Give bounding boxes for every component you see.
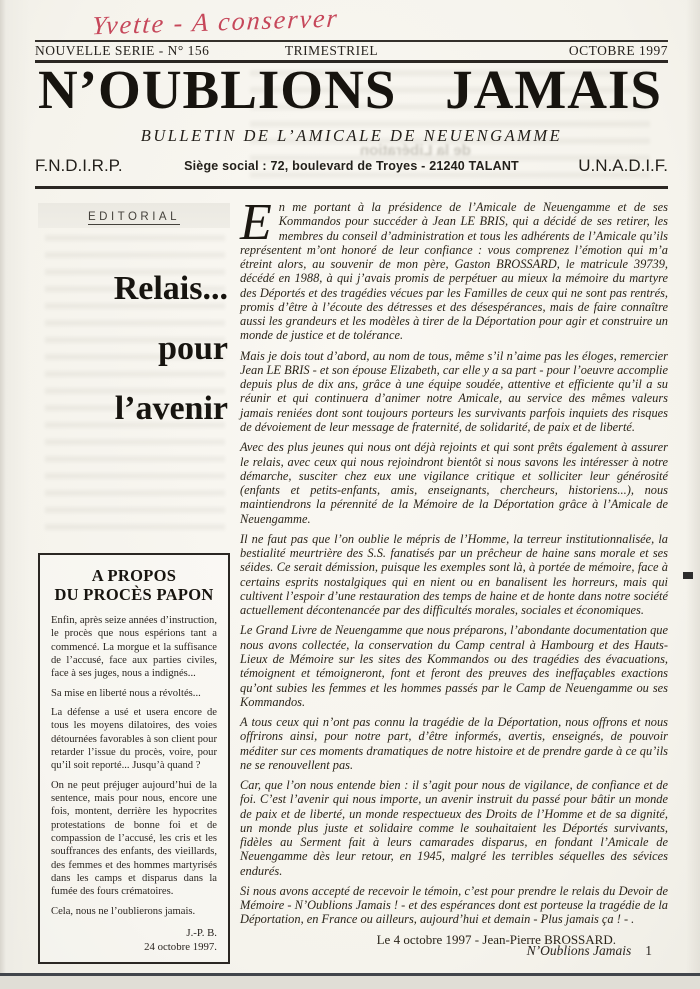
- papon-trial-box: [38, 553, 230, 964]
- editorial-label: [38, 203, 230, 228]
- bleedthrough-ghost-text: de la Libération: [360, 142, 471, 159]
- box-paragraph: Enfin, après seize années d’instruction, le procès que nous espérions tant a commencé. La morgue et la suffisance de l’accusé, face aux parties civiles, face à ses juges, nous a indignés...: [51, 614, 217, 680]
- article-paragraph: [240, 194, 668, 343]
- headline-line: Relais...: [113, 270, 228, 307]
- editorial-label-text: EDITORIAL: [88, 211, 180, 223]
- box-signature-date: 24 octobre 1997.: [144, 941, 217, 954]
- series-number: NOUVELLE SERIE - N° 156: [35, 43, 210, 58]
- box-paragraph: On ne peut préjuger aujourd’hui de la sentence, mais pour nous, encore une fois, montent, derrière les hypocrites protestations de bonne foi et de compassion de l’accusé, les cris et les souffrances des enfants, des vieillards, des femmes et des hommes martyrisés dans les camps et disparus dans la fumée des fours crématoires.: [51, 779, 217, 898]
- issue-date: OCTOBRE 1997: [568, 43, 668, 58]
- article-paragraph: Mais je dois tout d’abord, au nom de tous, même s’il n’aime pas les éloges, remercier Jean LE BRIS - et son épouse Elizabeth, car elle y a sa part - pour l’oeuvre accomplie depuis plus de dix ans, grâce à une équipe soudée, attentive et efficiente qu’il a su réunir et qui continuera d’animer notre Amicale, au service des mêmes valeurs jamais reniées dont sont toujours porteurs les survivants parfois inquiets des risques de dévoiement de leur message de fraternité, de solidarité, de paix et de liberté.: [240, 348, 668, 434]
- kicker-row: [35, 43, 668, 59]
- masthead-divider-rule: [35, 186, 668, 189]
- org-left-fndirp: F.N.D.I.R.P.: [35, 156, 123, 175]
- article-paragraph-text: n me portant à la présidence de l’Amicale de Neuengamme et de ses Kommandos pour succéder à Jean LE BRIS, qui a décidé de ses retirer, les membres du conseil d’administration et tous les adhérents de l’Amicale qu’ils représentent m’ont honoré de leur confiance : vous comprenez l’émotion qui m’a étreint alors, au souvenir de mon père, Gaston BROSSARD, le matricule 39739, décédé en 1988, à qui j’avais promis de perpétuer au mieux la mémoire du martyre des Déportés et des tragédies vécues par les Familles de ceux qui ne sont pas rentrés, promis d’être à l’écoute des détresses et des désespérances, mais de faire connaître aussi les grandeurs et les modèles à tirer de la Déportation pour agir et construire un monde de justice et de tolérance.: [240, 200, 668, 343]
- editorial-headline: [38, 272, 228, 452]
- handwritten-note: Yvette - A conserver: [91, 3, 340, 41]
- header-top-rule: [35, 40, 668, 42]
- box-paragraph: Sa mise en liberté nous a révoltés...: [51, 687, 201, 699]
- footer-page-number: 1: [645, 943, 652, 958]
- organisation-row: [35, 156, 668, 176]
- box-title: [51, 567, 217, 605]
- article-paragraph: A tous ceux qui n’ont pas connu la tragédie de la Déportation, nous offrons et nous offrirons ainsi, pour notre part, d’être informés, avertis, enseignés, de pouvoir méditer sur ces moments dramatiques de notre histoire et de prendre garde à ce qu’ils ne se renouvellent pas.: [240, 715, 668, 772]
- scan-bottom-strip: [0, 976, 700, 989]
- masthead-title: [38, 59, 662, 120]
- article-paragraph: Car, que l’on nous entende bien : il s’agit pour nous de vigilance, de confiance et de foi. C’est l’avenir qui nous importe, un avenir instruit du passé pour bâtir un monde de paix et de liberté, un monde respectueux des Droits de l’Homme et de sa dignité, un monde plus juste et solidaire comme le souhaitaient les Déportés survivants, fidèles au Serment fait à leurs camarades disparus, en fondant l’Amicale de Neuengamme dès leur retour, en 1945, malgré les terribles séquelles des sévices endurés.: [240, 778, 668, 878]
- masthead-subtitle: BULLETIN DE L’AMICALE DE NEUENGAMME: [140, 126, 563, 145]
- frequency-label: TRIMESTRIEL: [284, 43, 379, 58]
- head-office-address: Siège social : 72, boulevard de Troyes - 21240 TALANT: [184, 159, 519, 173]
- box-paragraph: Cela, nous ne l’oublierons jamais.: [51, 905, 196, 917]
- masthead-word-2: JAMAIS: [445, 59, 662, 120]
- box-signature-initials: J.-P. B.: [186, 927, 217, 940]
- masthead-word-1: N’OUBLIONS: [38, 59, 397, 120]
- box-signature: [51, 926, 217, 954]
- headline-line: l’avenir: [114, 390, 228, 427]
- box-paragraph: La défense a usé et usera encore de tous les moyens dilatoires, des voies détournées favorables à son client pour retarder l’issue du procès, voire, pour qu’il soit reporté... Jusqu’à quand ?: [51, 707, 217, 772]
- scan-edge-mark: [683, 572, 693, 579]
- box-title-line2: DU PROCÈS PAPON: [54, 584, 214, 604]
- article-signoff: Le 4 octobre 1997 - Jean-Pierre BROSSARD.: [376, 931, 616, 947]
- article-paragraph: Il ne faut pas que l’on oublie le mépris de l’Homme, la terreur institutionnalisée, la bestialité meurtrière des S.S. fanatisés par un prêcheur de haine sans morale et ses séides. Ce serait démission, puisque les exemples sont là, à portée de mémoire, face à certains esprits nostalgiques qui en nient ou en banalisent les horreurs, mais qui cultivent l’espoir d’une restauration des temps de haine et de honte dans notre société actuellement décontenancée par des difficultés morales, sociales et économiques.: [240, 531, 668, 618]
- footer-bulletin-name: N’Oublions Jamais: [526, 943, 632, 958]
- article-paragraph: Si nous avons accepté de recevoir le témoin, c’est pour prendre le relais du Devoir de Mémoire - N’Oublions Jamais ! - et des espérances dont est porteuse la tragédie de la Déportation, en France ou ailleurs, aujourd’hui et demain - Plus jamais ça ! - .: [240, 883, 668, 927]
- article-paragraph: Avec des plus jeunes qui nous ont déjà rejoints et qui sont prêts également à assurer le relais, avec ceux qui nous rejoindront bientôt si nous savons les intéresser à notre démarche, susciter chez eux une vigilance critique et solliciter leur générosité (enfants et petits-enfants, amis, enseignants, chercheurs, historiens...), nous maintiendrons la pérennité de la Mémoire de la Déportation grâce à l’Amicale de Neuengamme.: [240, 440, 668, 526]
- dropcap: E: [240, 194, 272, 251]
- box-title-line1: A PROPOS: [91, 566, 177, 585]
- article-paragraph: Le Grand Livre de Neuengamme que nous préparons, l’abondante documentation que nous avons collectée, la conservation du Camp central à Hambourg et des Hauts-Lieux de Mémoire sur les sites des Kommandos ou des tragédies des évacuations, témoignent et témoigneront, font et feront des preuves des ineffaçables exactions qu’ont subies les femmes et les hommes passés par le Camp de Neuengamme ou ses Kommandos.: [240, 623, 668, 709]
- org-right-unadif: U.N.A.D.I.F.: [578, 156, 668, 175]
- editorial-article: [240, 194, 668, 954]
- headline-line: pour: [158, 330, 228, 367]
- page-footer: [527, 943, 652, 959]
